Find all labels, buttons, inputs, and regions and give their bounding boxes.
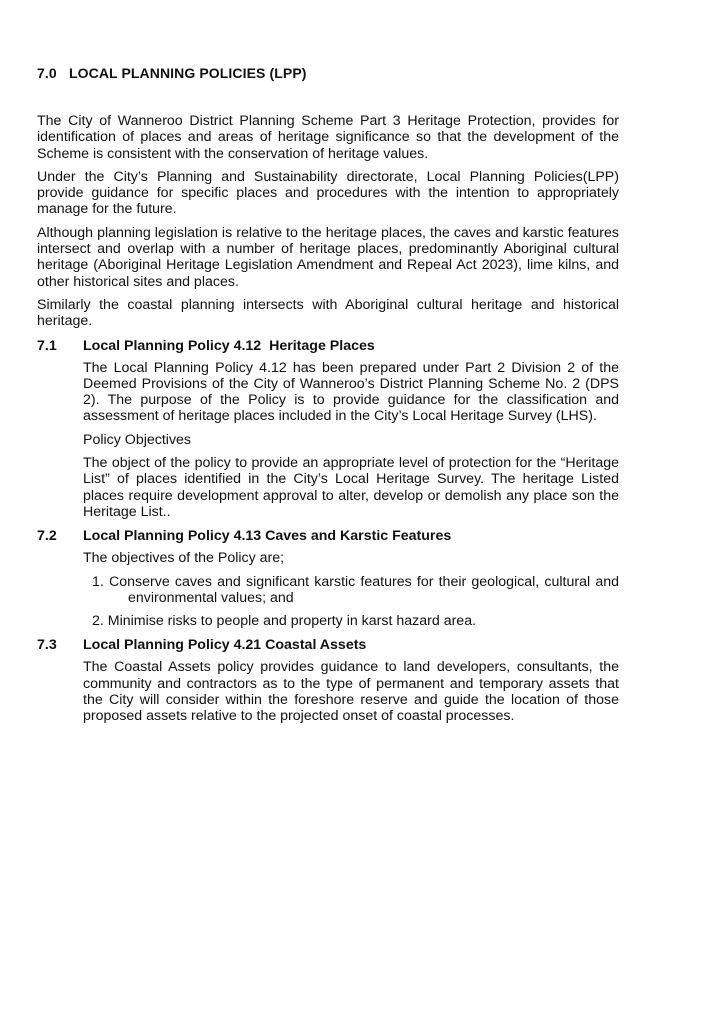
objective-item: 2. Minimise risks to people and property in karst hazard area. xyxy=(92,613,477,630)
intro-paragraph: The City of Wanneroo District Planning Scheme Part 3 Heritage Protection, provides for identification of places and areas of heritage significance so that the development of the Scheme is consistent with the conservation of heritage values. xyxy=(37,113,619,162)
main-heading-title: LOCAL PLANNING POLICIES (LPP) xyxy=(69,65,307,81)
intro-paragraph: Under the City’s Planning and Sustainability directorate, Local Planning Policies(LPP) provide guidance for specific places and procedures with the intention to appropriately manage for the future. xyxy=(37,168,619,218)
section-number: 7.1 xyxy=(37,337,57,354)
section-title: Local Planning Policy 4.21 Coastal Assets xyxy=(83,637,367,654)
section-paragraph: The object of the policy to provide an appropriate level of protection for the “Heritage List” of places identified in the City’s Local Heritage Survey. The heritage Listed places require development approval to alter, develop or demolish any place son the Heritage List.. xyxy=(83,455,619,520)
section-title: Local Planning Policy 4.13 Caves and Karstic Features xyxy=(83,528,452,545)
objectives-list xyxy=(83,574,619,630)
intro-paragraph: Although planning legislation is relative to the heritage places, the caves and karstic features intersect and overlap with a number of heritage places, predominantly Aboriginal cultural heritage (Aboriginal Heritage Legislation Amendment and Repeal Act 2023), lime kilns, and other historical sites and places. xyxy=(37,224,619,290)
section-heading-7-1 xyxy=(37,338,619,355)
section-number: 7.3 xyxy=(37,637,57,654)
section-paragraph: The Local Planning Policy 4.12 has been prepared under Part 2 Division 2 of the Deemed Provisions of the City of Wanneroo’s District Planning Scheme No. 2 (DPS 2). The purpose of the Policy is to provide guidance for the classification and assessment of heritage places included in the City’s Local Heritage Survey (LHS). xyxy=(83,359,619,425)
section-heading-7-2 xyxy=(37,528,619,545)
section-paragraph: The Coastal Assets policy provides guidance to land developers, consultants, the community and contractors as to the type of permanent and temporary assets that the City will consider within the foreshore reserve and guide the location of those proposed assets relative to the projected onset of coastal processes. xyxy=(83,659,619,725)
document-page xyxy=(37,64,619,725)
intro-paragraph: Similarly the coastal planning intersects with Aboriginal cultural heritage and historical heritage. xyxy=(37,296,619,330)
section-number: 7.2 xyxy=(37,528,57,545)
policy-objectives-label: Policy Objectives xyxy=(83,431,192,448)
section-title: Local Planning Policy 4.12 Heritage Places xyxy=(83,337,375,354)
section-body-7-2 xyxy=(83,550,619,629)
main-heading xyxy=(37,64,619,82)
section-body-7-3 xyxy=(83,659,619,724)
section-body-7-1 xyxy=(83,360,619,521)
section-heading-7-3 xyxy=(37,637,619,654)
objectives-intro: The objectives of the Policy are; xyxy=(83,550,285,567)
main-heading-number: 7.0 xyxy=(37,65,57,81)
objective-item: 1. Conserve caves and significant karstic features for their geological, cultural and environmental values; and xyxy=(92,573,619,606)
